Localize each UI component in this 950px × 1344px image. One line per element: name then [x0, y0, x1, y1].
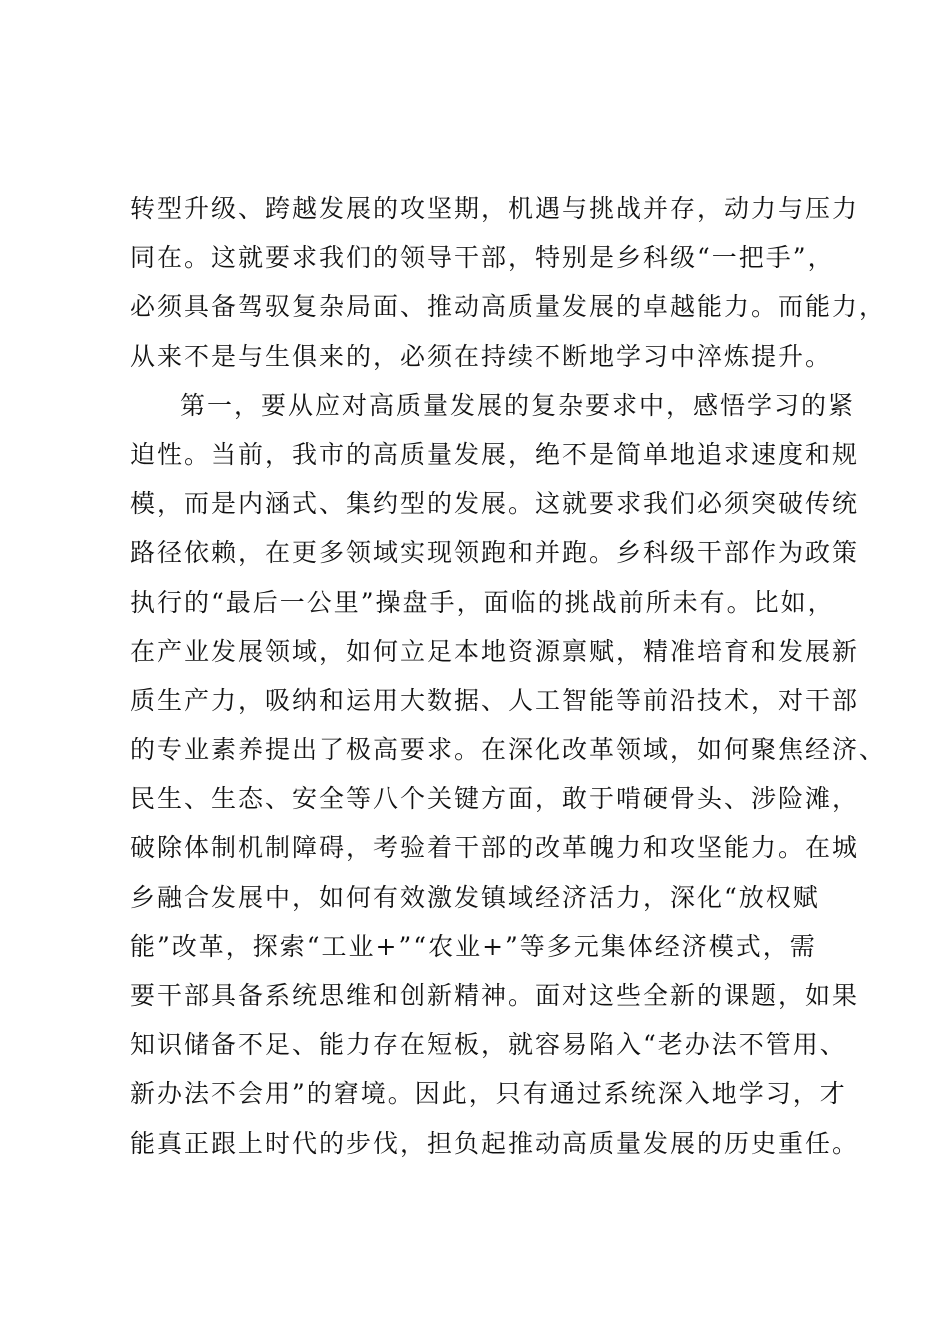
text-line-indented: 第一，要从应对高质量发展的复杂要求中，感悟学习的紧 — [180, 390, 856, 420]
text-line: 要干部具备系统思维和创新精神。面对这些全新的课题，如果 — [130, 981, 860, 1010]
text-line: 质生产力，吸纳和运用大数据、人工智能等前沿技术，对干部 — [130, 685, 860, 715]
text-line: 民生、生态、安全等八个关键方面，敢于啃硬骨头、涉险滩， — [130, 784, 860, 814]
paragraph-2 — [130, 381, 887, 1168]
paragraph-1 — [130, 184, 887, 381]
text-line: 迫性。当前，我市的高质量发展，绝不是简单地追求速度和规 — [130, 439, 860, 469]
text-line: 的专业素养提出了极高要求。在深化改革领域，如何聚焦经济、 — [130, 735, 887, 765]
text-line: 转型升级、跨越发展的攻坚期，机遇与挑战并存，动力与压力 — [130, 194, 860, 223]
text-line: 乡融合发展中，如何有效激发镇域经济活力，深化“放权赋 — [130, 882, 820, 912]
text-line: 模，而是内涵式、集约型的发展。这就要求我们必须突破传统 — [130, 489, 860, 519]
text-line: 知识储备不足、能力存在短板，就容易陷入“老办法不管用、 — [130, 1030, 847, 1060]
text-line: 必须具备驾驭复杂局面、推动高质量发展的卓越能力。而能力， — [130, 292, 887, 322]
text-line: 破除体制机制障碍，考验着干部的改革魄力和攻坚能力。在城 — [130, 833, 860, 863]
document-body — [130, 184, 887, 1168]
text-line: 从来不是与生俱来的，必须在持续不断地学习中淬炼提升。 — [130, 341, 833, 371]
text-line: 在产业发展领域，如何立足本地资源禀赋，精准培育和发展新 — [130, 636, 860, 666]
text-line: 新办法不会用”的窘境。因此，只有通过系统深入地学习，才 — [130, 1079, 847, 1109]
text-line: 同在。这就要求我们的领导干部，特别是乡科级“一把手”， — [130, 243, 835, 273]
text-line: 路径依赖，在更多领域实现领跑和并跑。乡科级干部作为政策 — [130, 538, 860, 568]
text-line: 执行的“最后一公里”操盘手，面临的挑战前所未有。比如， — [130, 587, 835, 617]
text-line: 能”改革，探索“工业+”“农业+”等多元集体经济模式，需 — [130, 931, 817, 961]
text-line: 能真正跟上时代的步伐，担负起推动高质量发展的历史重任。 — [130, 1128, 860, 1158]
